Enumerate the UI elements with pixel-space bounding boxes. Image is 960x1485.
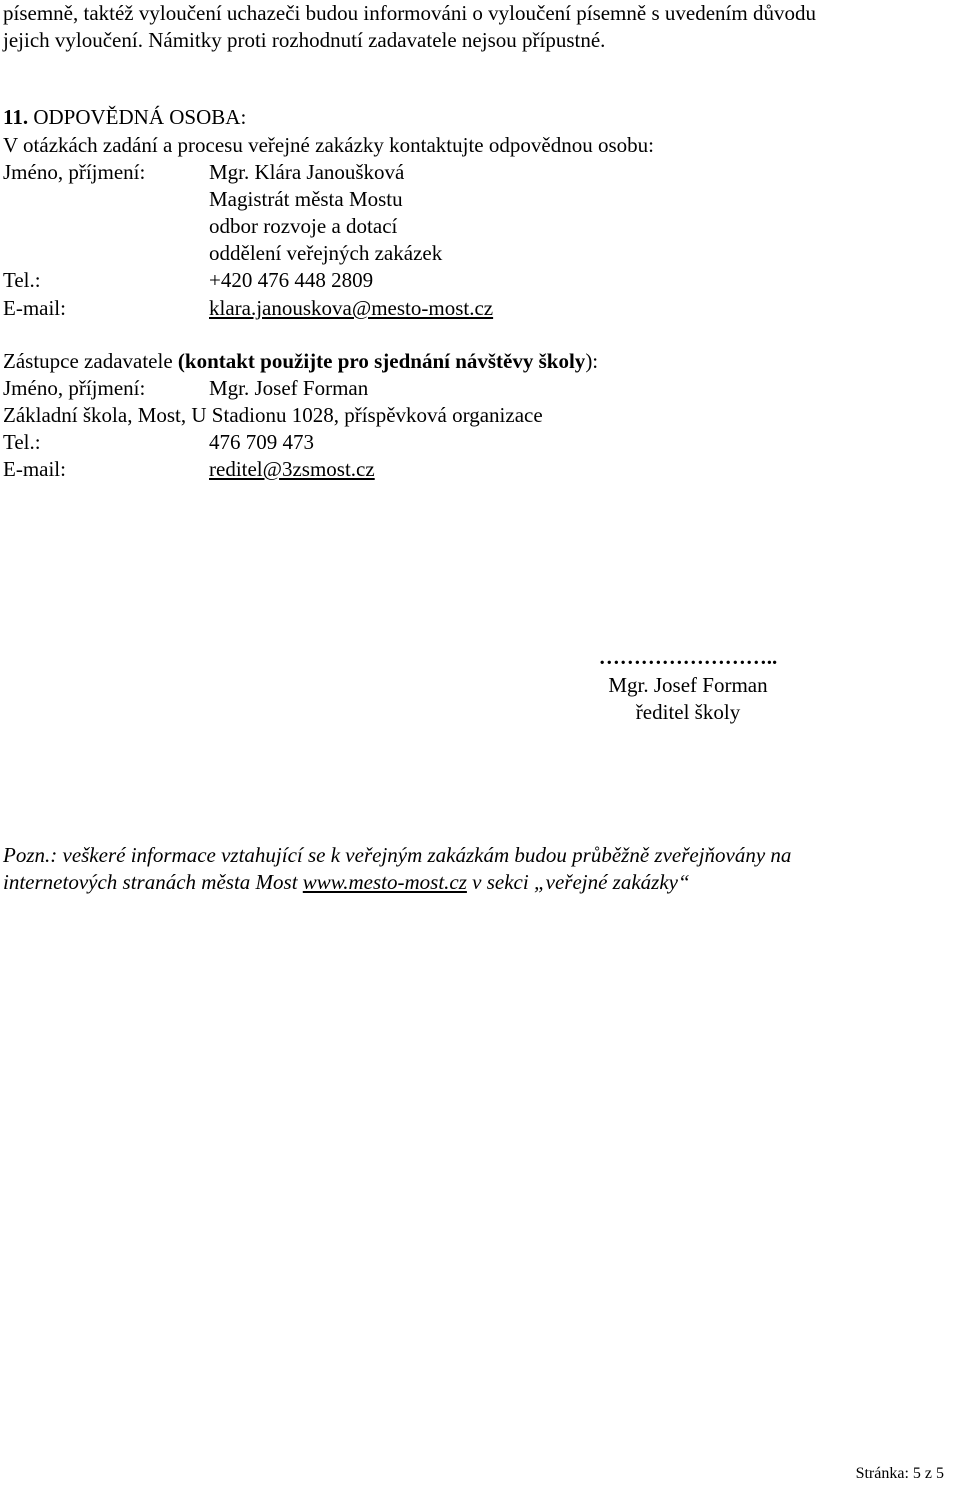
responsible-email-link[interactable]: klara.janouskova@mesto-most.cz [209,296,494,320]
representative-email-label: E-mail: [3,457,66,481]
responsible-tel-label: Tel.: [3,268,41,292]
section-11-title: ODPOVĚDNÁ OSOBA: [28,105,247,129]
representative-name-row [3,375,953,401]
city-website-link[interactable]: www.mesto-most.cz [302,870,467,894]
intro-line-1: písemně, taktéž vyloučení uchazeči budou informováni o vyloučení písemně s uvedením důvodu [3,1,816,25]
responsible-email-row [3,295,953,321]
signature-role: ředitel školy [635,700,741,724]
page-number: Stránka: 5 z 5 [855,1465,944,1482]
section-11-heading [3,104,246,130]
representative-tel-value: 476 709 473 [209,430,314,454]
responsible-address-1-row [3,186,953,212]
section-11-intro: V otázkách zadání a procesu veřejné zakázky kontaktujte odpovědnou osobu: [3,133,654,157]
responsible-tel-value: +420 476 448 2809 [209,268,374,292]
representative-tel-row [3,429,953,455]
note-line-2-prefix: internetových stranách města Most [3,870,303,894]
signature-name: Mgr. Josef Forman [608,673,768,697]
representative-intro-bold: (kontakt použijte pro sjednání návštěvy školy [177,349,586,373]
responsible-tel-row [3,267,953,293]
representative-name-label: Jméno, příjmení: [3,376,146,400]
responsible-name-row [3,159,953,185]
note-line-1: Pozn.: veškeré informace vztahující se k veřejným zakázkám budou průběžně zveřejňovány na [3,843,792,867]
responsible-name-value: Mgr. Klára Janoušková [209,160,405,184]
signature-dots: …………………….. [598,645,778,669]
section-11-number: 11. [3,105,29,129]
intro-line-2: jejich vyloučení. Námitky proti rozhodnutí zadavatele nejsou přípustné. [3,28,606,52]
representative-intro-suffix: ): [585,349,599,373]
responsible-address-3: oddělení veřejných zakázek [209,241,443,265]
responsible-email-label: E-mail: [3,296,66,320]
responsible-name-label: Jméno, příjmení: [3,160,146,184]
note-line-2 [3,869,690,895]
responsible-address-1: Magistrát města Mostu [209,187,403,211]
representative-name-value: Mgr. Josef Forman [209,376,369,400]
responsible-address-2-row [3,213,953,239]
note-line-2-suffix: v sekci „veřejné zakázky“ [466,870,690,894]
representative-email-link[interactable]: reditel@3zsmost.cz [209,457,375,481]
responsible-address-2: odbor rozvoje a dotací [209,214,398,238]
representative-tel-label: Tel.: [3,430,41,454]
representative-intro-prefix: Zástupce zadavatele [3,349,178,373]
representative-org: Základní škola, Most, U Stadionu 1028, příspěvková organizace [3,403,543,427]
representative-email-row [3,456,953,482]
representative-intro [3,348,598,374]
responsible-address-3-row [3,240,953,266]
